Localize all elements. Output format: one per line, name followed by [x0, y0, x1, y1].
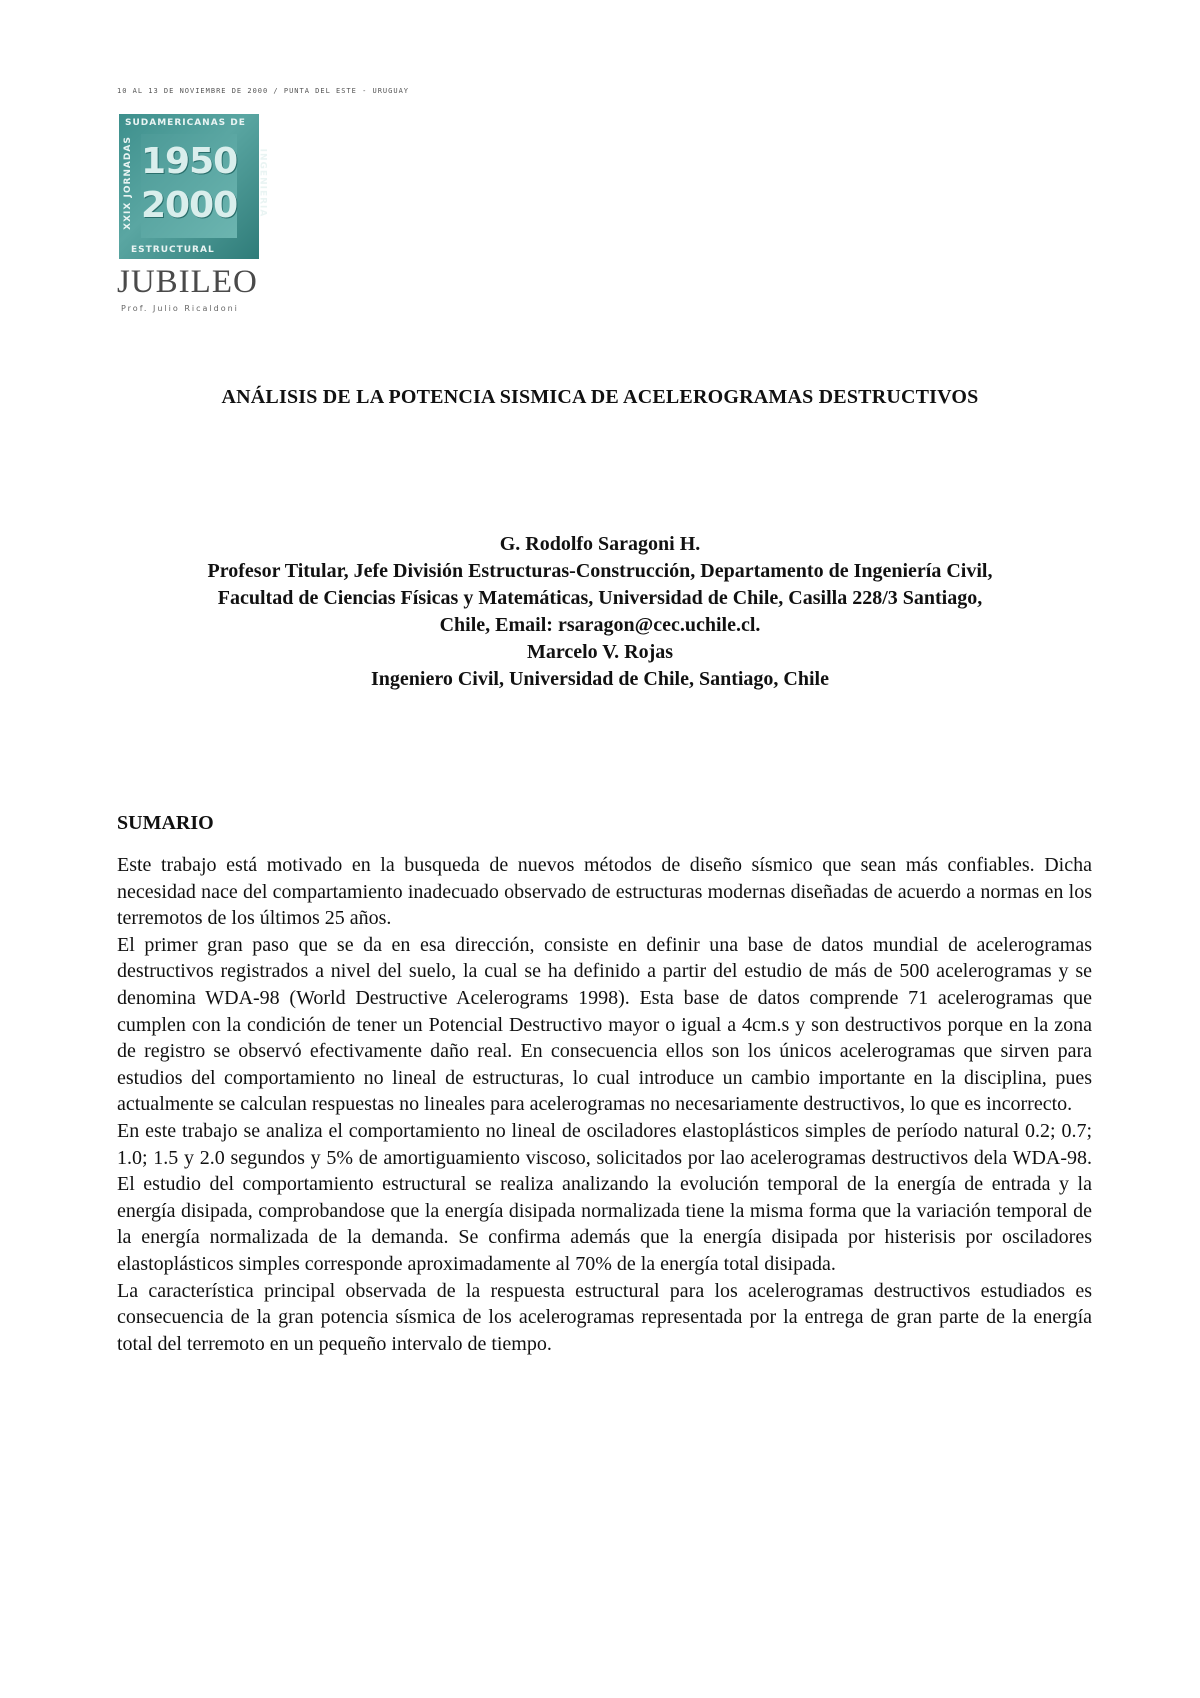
- paragraph: Este trabajo está motivado en la busqueda de nuevos métodos de diseño sísmico que sean más confiables. Dicha necesidad nace del compartamiento inadecuado observado de estructuras modernas diseñadas de acuerdo a normas en los terremotos de los últimos 25 años.: [117, 854, 1092, 930]
- author-affiliation: Profesor Titular, Jefe División Estructuras-Construcción, Departamento de Ingeniería Civil,: [207, 560, 993, 582]
- paragraph: El primer gran paso que se da en esa dirección, consiste en definir una base de datos mundial de acelerogramas destructivos registrados a nivel del suelo, la cual se ha definido a partir del estudio de más de 500 acelerogramas y se denomina WDA-98 (World Destructive Acelerograms 1998). Esta base de datos comprende 71 acelerogramas que cumplen con la condición de tener un Potencial Destructivo mayor o igual a 4cm.s y son destructivos porque en la zona de registro se observó efectivamente daño real. En consecuencia ellos son los únicos acelerogramas que sirven para estudios del comportamiento no lineal de estructuras, lo cual introduce un cambio importante en la disciplina, pues actualmente se calculan respuestas no lineales para acelerogramas no necesariamente destructivos, lo que es incorrecto.: [117, 933, 1092, 1116]
- author-name: G. Rodolfo Saragoni H.: [499, 533, 701, 555]
- logo-name: JUBILEO: [117, 264, 258, 300]
- summary-body: [117, 852, 1092, 1357]
- paragraph: La característica principal observada de la respuesta estructural para los acelerogramas destructivos estudiados es consecuencia de la gran potencia sísmica de los acelerogramas representada por la entrega de gran parte de la energía total del terremoto en un pequeño intervalo de tiempo.: [117, 1279, 1092, 1355]
- paper-title: ANÁLISIS DE LA POTENCIA SISMICA DE ACELEROGRAMAS DESTRUCTIVOS: [221, 386, 979, 408]
- conference-logo: [117, 86, 410, 313]
- section-heading: SUMARIO: [117, 812, 214, 834]
- logo-subtitle: Prof. Julio Ricaldoni: [121, 304, 239, 313]
- author-affiliation: Ingeniero Civil, Universidad de Chile, Santiago, Chile: [370, 668, 829, 690]
- author-block: [100, 531, 1100, 693]
- logo-ring-top: SUDAMERICANAS DE: [125, 118, 246, 128]
- logo-top-text: 10 AL 13 DE NOVIEMBRE DE 2000 / PUNTA DEL ESTE - URUGUAY: [117, 87, 410, 95]
- logo-ring-bottom: ESTRUCTURAL: [131, 245, 215, 255]
- logo-emblem: [119, 114, 268, 259]
- logo-year-end: 2000: [141, 185, 238, 226]
- author-affiliation: Facultad de Ciencias Físicas y Matemáticas, Universidad de Chile, Casilla 228/3 Santiago,: [217, 587, 983, 609]
- paragraph: En este trabajo se analiza el comportamiento no lineal de osciladores elastoplásticos simples de período natural 0.2; 0.7; 1.0; 1.5 y 2.0 segundos y 5% de amortiguamiento viscoso, solicitados por lao acelerogramas destructivos dela WDA-98. El estudio del comportamiento estructural se realiza analizando la evolución temporal de la energía de entrada y la energía disipada, comprobandose que la energía disipada normalizada tiene la misma forma que la variación temporal de la energía normalizada de la demanda. Se confirma además que la energía disipada por histerisis por osciladores elastoplásticos simples corresponde aproximadamente al 70% de la energía total disipada.: [117, 1119, 1092, 1275]
- logo-inner-panel: [141, 134, 237, 238]
- logo-ring-left: XXIX JORNADAS: [122, 136, 133, 230]
- author-name: Marcelo V. Rojas: [526, 641, 674, 663]
- logo-year-start: 1950: [141, 141, 238, 182]
- author-email: Chile, Email: rsaragon@cec.uchile.cl.: [439, 614, 761, 636]
- logo-ring-right: INGENIERIA: [257, 148, 268, 218]
